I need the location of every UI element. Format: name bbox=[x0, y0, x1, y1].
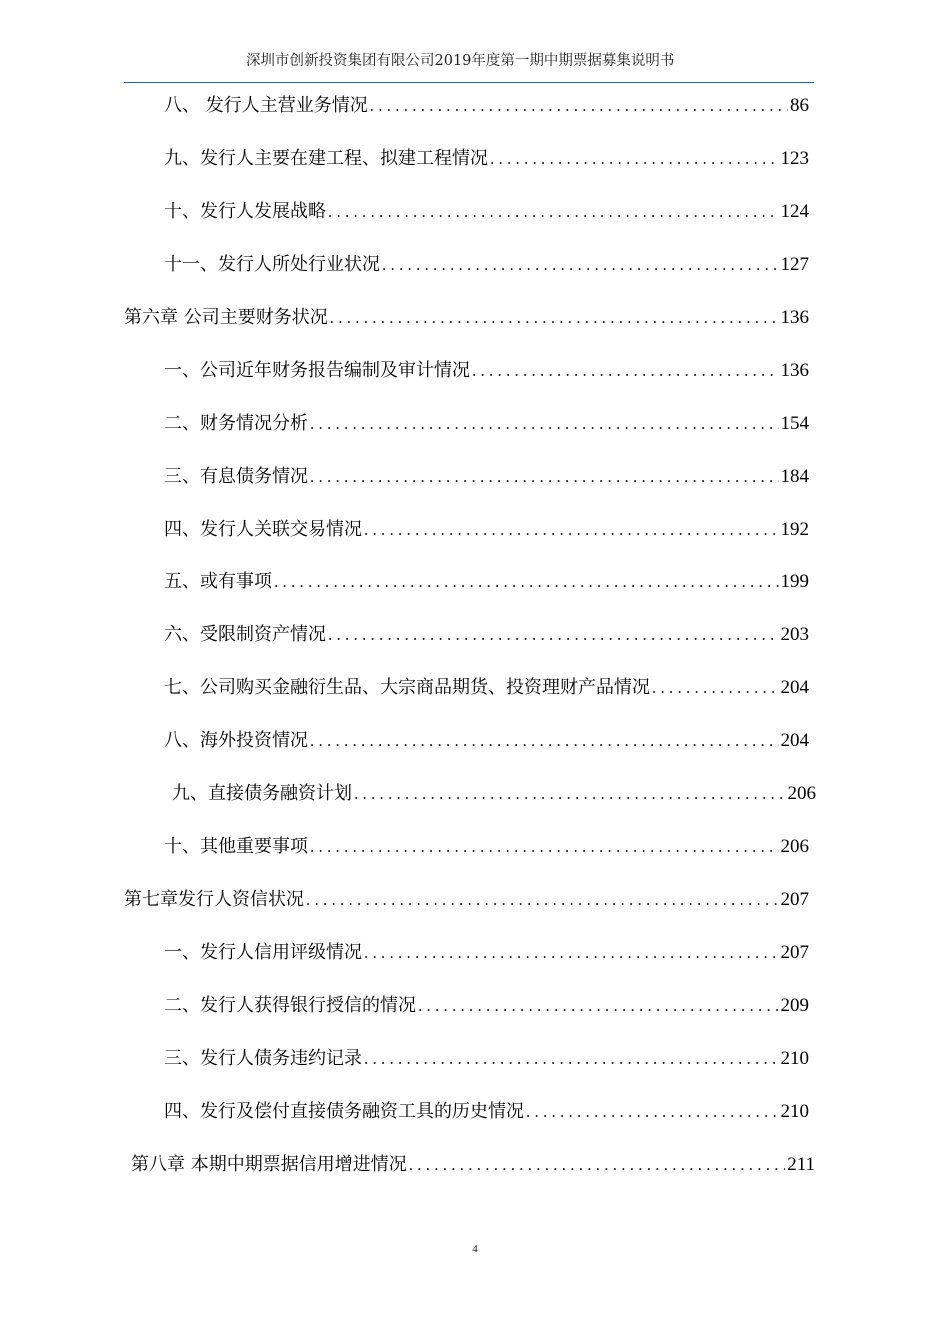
dot-leader bbox=[354, 783, 786, 805]
toc-entry[interactable] bbox=[164, 677, 809, 699]
toc-entry-label: 十、发行人发展战略 bbox=[164, 201, 326, 222]
dot-leader bbox=[652, 677, 779, 699]
toc-entry-page: 211 bbox=[787, 1154, 815, 1175]
toc-chapter-entry[interactable] bbox=[131, 1154, 815, 1176]
toc-entry-label: 第六章 公司主要财务状况 bbox=[124, 307, 328, 328]
dot-leader bbox=[409, 1154, 785, 1176]
toc-entry-page: 124 bbox=[780, 201, 809, 222]
toc-entry-label: 一、公司近年财务报告编制及审计情况 bbox=[164, 360, 470, 381]
dot-leader bbox=[526, 1101, 779, 1123]
toc-entry[interactable] bbox=[164, 995, 809, 1017]
toc-entry-page: 207 bbox=[780, 942, 809, 963]
toc-entry-page: 154 bbox=[780, 413, 809, 434]
dot-leader bbox=[274, 571, 779, 593]
toc-entry-label: 第七章发行人资信状况 bbox=[124, 889, 304, 910]
toc-entry-page: 204 bbox=[780, 730, 809, 751]
toc-entry-label: 三、发行人债务违约记录 bbox=[164, 1048, 362, 1069]
toc-entry[interactable] bbox=[164, 1101, 809, 1123]
dot-leader bbox=[310, 730, 779, 752]
dot-leader bbox=[328, 624, 779, 646]
toc-entry-label: 六、受限制资产情况 bbox=[164, 624, 326, 645]
dot-leader bbox=[364, 1048, 779, 1070]
toc-entry[interactable] bbox=[164, 942, 809, 964]
toc-entry[interactable] bbox=[164, 360, 809, 382]
toc-entry-label: 二、发行人获得银行授信的情况 bbox=[164, 995, 416, 1016]
toc-entry[interactable] bbox=[164, 730, 809, 752]
toc-entry-page: 207 bbox=[780, 889, 809, 910]
document-header-title: 深圳市创新投资集团有限公司2019年度第一期中期票据募集说明书 bbox=[246, 53, 675, 69]
header-divider bbox=[124, 82, 814, 83]
toc-entry[interactable] bbox=[164, 836, 809, 858]
toc-chapter-entry[interactable] bbox=[124, 889, 809, 911]
toc-entry[interactable] bbox=[172, 783, 816, 805]
dot-leader bbox=[328, 201, 779, 223]
toc-entry[interactable] bbox=[164, 466, 809, 488]
page-number: 4 bbox=[472, 1243, 478, 1255]
toc-entry[interactable] bbox=[164, 1048, 809, 1070]
dot-leader bbox=[418, 995, 779, 1017]
toc-entry[interactable] bbox=[164, 201, 809, 223]
toc-entry-page: 127 bbox=[780, 254, 809, 275]
toc-entry-page: 192 bbox=[780, 519, 809, 540]
toc-entry[interactable] bbox=[164, 571, 809, 593]
toc-entry-label: 九、直接债务融资计划 bbox=[172, 783, 352, 804]
toc-chapter-entry[interactable] bbox=[124, 307, 809, 329]
toc-entry[interactable] bbox=[164, 413, 809, 435]
toc-entry-label: 五、或有事项 bbox=[164, 571, 272, 592]
dot-leader bbox=[306, 889, 779, 911]
dot-leader bbox=[364, 942, 779, 964]
toc-entry-page: 210 bbox=[780, 1048, 809, 1069]
toc-entry-label: 第八章 本期中期票据信用增进情况 bbox=[131, 1154, 407, 1175]
toc-entry-page: 123 bbox=[780, 148, 809, 169]
toc-entry-label: 八、海外投资情况 bbox=[164, 730, 308, 751]
dot-leader bbox=[310, 836, 779, 858]
dot-leader bbox=[382, 254, 779, 276]
toc-entry[interactable] bbox=[164, 254, 809, 276]
toc-entry[interactable] bbox=[164, 624, 809, 646]
dot-leader bbox=[472, 360, 779, 382]
toc-entry-label: 八、 发行人主营业务情况 bbox=[164, 95, 368, 116]
toc-entry-label: 四、发行及偿付直接债务融资工具的历史情况 bbox=[164, 1101, 524, 1122]
dot-leader bbox=[490, 148, 779, 170]
dot-leader bbox=[364, 519, 779, 541]
dot-leader bbox=[370, 95, 788, 117]
dot-leader bbox=[310, 466, 779, 488]
toc-entry[interactable] bbox=[164, 519, 809, 541]
toc-entry-page: 184 bbox=[780, 466, 809, 487]
toc-entry-label: 四、发行人关联交易情况 bbox=[164, 519, 362, 540]
toc-entry-label: 十一、发行人所处行业状况 bbox=[164, 254, 380, 275]
toc-entry-page: 203 bbox=[780, 624, 809, 645]
toc-entry-page: 136 bbox=[780, 360, 809, 381]
toc-entry-page: 199 bbox=[780, 571, 809, 592]
toc-entry-label: 九、发行人主要在建工程、拟建工程情况 bbox=[164, 148, 488, 169]
toc-entry-label: 一、发行人信用评级情况 bbox=[164, 942, 362, 963]
toc-entry-label: 七、公司购买金融衍生品、大宗商品期货、投资理财产品情况 bbox=[164, 677, 650, 698]
toc-entry-label: 三、有息债务情况 bbox=[164, 466, 308, 487]
toc-entry[interactable] bbox=[164, 148, 809, 170]
toc-entry-label: 二、财务情况分析 bbox=[164, 413, 308, 434]
toc-entry-page: 206 bbox=[787, 783, 816, 804]
toc-entry-label: 十、其他重要事项 bbox=[164, 836, 308, 857]
toc-entry-page: 209 bbox=[780, 995, 809, 1016]
toc-entry-page: 206 bbox=[780, 836, 809, 857]
toc-entry-page: 210 bbox=[780, 1101, 809, 1122]
toc-entry[interactable] bbox=[164, 95, 809, 117]
toc-entry-page: 86 bbox=[790, 95, 809, 116]
dot-leader bbox=[330, 307, 779, 329]
toc-entry-page: 204 bbox=[780, 677, 809, 698]
dot-leader bbox=[310, 413, 779, 435]
toc-entry-page: 136 bbox=[780, 307, 809, 328]
